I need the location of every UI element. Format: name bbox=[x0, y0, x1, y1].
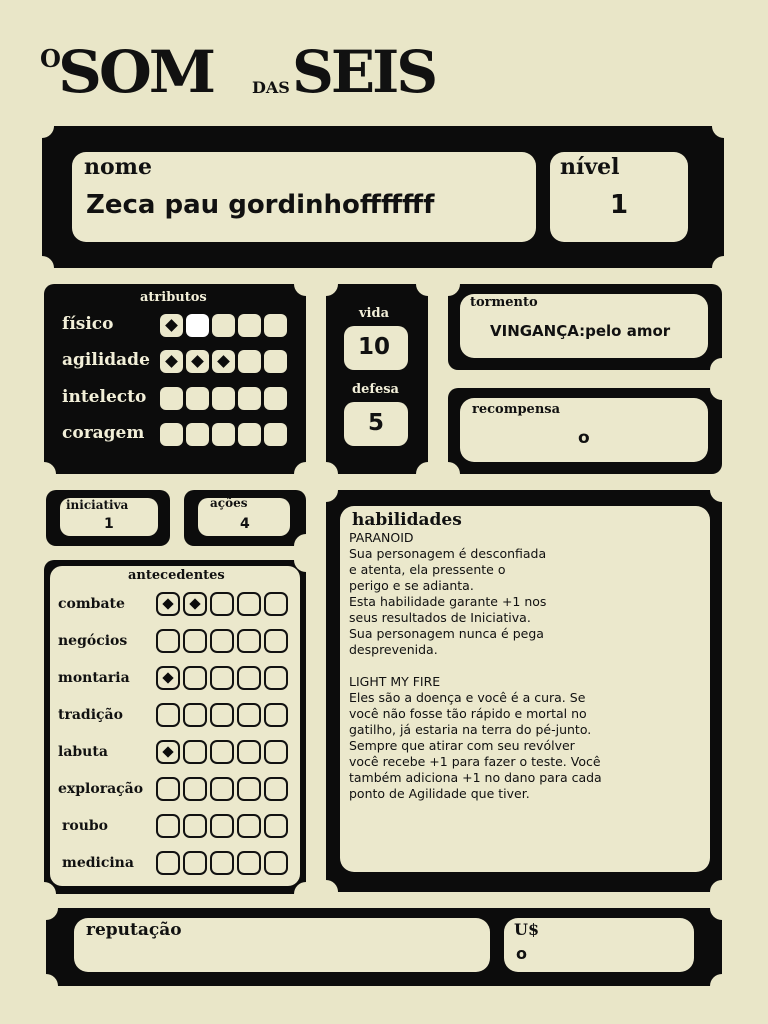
antecedentes-panel bbox=[44, 560, 306, 894]
antecedente-label: exploração bbox=[58, 781, 144, 797]
atributo-pip[interactable] bbox=[212, 314, 235, 337]
antecedente-label: roubo bbox=[62, 818, 109, 834]
footer-panel bbox=[46, 908, 722, 986]
habilidades-field[interactable] bbox=[340, 506, 710, 872]
antecedente-checkbox[interactable] bbox=[237, 777, 261, 801]
atributos-title: atributos bbox=[140, 290, 207, 305]
antecedente-checkbox[interactable] bbox=[264, 851, 288, 875]
defesa-label: defesa bbox=[352, 382, 399, 397]
antecedente-checkbox[interactable] bbox=[183, 851, 207, 875]
recompensa-field[interactable] bbox=[460, 398, 708, 462]
iniciativa-panel bbox=[46, 490, 170, 546]
acoes-field[interactable] bbox=[198, 498, 290, 536]
tormento-panel bbox=[448, 284, 722, 370]
antecedente-checkbox[interactable] bbox=[210, 740, 234, 764]
nivel-field[interactable] bbox=[550, 152, 688, 242]
atributo-pip[interactable] bbox=[186, 387, 209, 410]
vida-value: 10 bbox=[358, 334, 391, 360]
atributo-pip[interactable] bbox=[160, 350, 183, 373]
logo-seis: SEIS bbox=[292, 38, 436, 106]
antecedente-checkbox[interactable] bbox=[264, 592, 288, 616]
nome-label: nome bbox=[84, 154, 152, 180]
iniciativa-value: 1 bbox=[104, 516, 114, 532]
antecedente-checkbox[interactable] bbox=[264, 740, 288, 764]
antecedente-checkbox[interactable] bbox=[210, 703, 234, 727]
recompensa-label: recompensa bbox=[472, 402, 561, 417]
dinheiro-field[interactable] bbox=[504, 918, 694, 972]
atributo-label: coragem bbox=[62, 423, 145, 443]
antecedente-checkbox[interactable] bbox=[183, 814, 207, 838]
antecedente-label: tradição bbox=[58, 707, 123, 723]
logo-som: SOM bbox=[58, 38, 214, 106]
antecedente-checkbox[interactable] bbox=[237, 629, 261, 653]
antecedente-checkbox[interactable] bbox=[183, 777, 207, 801]
defesa-field[interactable] bbox=[344, 402, 408, 446]
atributo-label: agilidade bbox=[62, 350, 150, 370]
acoes-panel bbox=[184, 490, 306, 546]
antecedente-checkbox[interactable] bbox=[156, 777, 180, 801]
header-panel bbox=[42, 126, 724, 268]
tormento-value: VINGANÇA:pelo amor bbox=[490, 322, 671, 340]
atributo-pip[interactable] bbox=[264, 423, 287, 446]
antecedente-checkbox[interactable] bbox=[156, 703, 180, 727]
atributo-pip[interactable] bbox=[238, 350, 261, 373]
antecedente-checkbox[interactable] bbox=[264, 666, 288, 690]
atributos-panel bbox=[44, 284, 306, 474]
atributo-pip[interactable] bbox=[264, 387, 287, 410]
atributo-pip[interactable] bbox=[186, 423, 209, 446]
recompensa-value: o bbox=[578, 428, 590, 448]
atributo-pip[interactable] bbox=[264, 350, 287, 373]
tormento-field[interactable] bbox=[460, 294, 708, 358]
antecedente-checkbox[interactable] bbox=[183, 740, 207, 764]
game-logo bbox=[40, 38, 436, 110]
antecedente-checkbox[interactable] bbox=[210, 592, 234, 616]
antecedente-checkbox[interactable] bbox=[264, 777, 288, 801]
antecedente-label: labuta bbox=[58, 744, 108, 760]
antecedente-checkbox[interactable] bbox=[237, 703, 261, 727]
atributo-pip[interactable] bbox=[212, 423, 235, 446]
logo-das: DAS bbox=[252, 78, 290, 97]
antecedente-checkbox[interactable] bbox=[183, 629, 207, 653]
antecedente-checkbox[interactable] bbox=[183, 703, 207, 727]
atributo-pip[interactable] bbox=[186, 314, 209, 337]
antecedente-label: negócios bbox=[58, 633, 128, 649]
acoes-value: 4 bbox=[240, 516, 250, 532]
reputacao-label: reputação bbox=[86, 920, 182, 940]
vida-label: vida bbox=[359, 306, 390, 321]
atributo-pip[interactable] bbox=[160, 387, 183, 410]
atributo-pip[interactable] bbox=[212, 387, 235, 410]
antecedente-checkbox[interactable] bbox=[156, 592, 180, 616]
nivel-label: nível bbox=[560, 154, 620, 180]
antecedente-checkbox[interactable] bbox=[183, 592, 207, 616]
dinheiro-label: U$ bbox=[514, 920, 540, 939]
antecedente-label: combate bbox=[58, 596, 125, 612]
antecedente-checkbox[interactable] bbox=[237, 740, 261, 764]
vida-field[interactable] bbox=[344, 326, 408, 370]
antecedente-checkbox[interactable] bbox=[210, 666, 234, 690]
atributo-pip[interactable] bbox=[186, 350, 209, 373]
antecedente-checkbox[interactable] bbox=[210, 777, 234, 801]
antecedente-label: montaria bbox=[58, 670, 130, 686]
atributo-pip[interactable] bbox=[238, 423, 261, 446]
antecedente-checkbox[interactable] bbox=[183, 666, 207, 690]
defesa-value: 5 bbox=[368, 410, 385, 436]
antecedente-checkbox[interactable] bbox=[156, 666, 180, 690]
acoes-label: ações bbox=[210, 496, 248, 510]
habilidades-title: habilidades bbox=[352, 510, 462, 530]
antecedente-checkbox[interactable] bbox=[156, 740, 180, 764]
nome-value: Zeca pau gordinhofffffff bbox=[86, 190, 435, 220]
antecedente-checkbox[interactable] bbox=[264, 703, 288, 727]
atributo-pip[interactable] bbox=[238, 314, 261, 337]
tormento-label: tormento bbox=[470, 295, 538, 310]
antecedente-checkbox[interactable] bbox=[237, 666, 261, 690]
nome-field[interactable] bbox=[72, 152, 536, 242]
dinheiro-value: o bbox=[516, 944, 527, 963]
antecedente-checkbox[interactable] bbox=[156, 629, 180, 653]
atributo-pip[interactable] bbox=[160, 423, 183, 446]
antecedente-checkbox[interactable] bbox=[210, 814, 234, 838]
iniciativa-label: iniciativa bbox=[66, 498, 129, 512]
antecedente-checkbox[interactable] bbox=[237, 851, 261, 875]
atributo-pip[interactable] bbox=[238, 387, 261, 410]
antecedente-checkbox[interactable] bbox=[264, 814, 288, 838]
antecedente-checkbox[interactable] bbox=[237, 814, 261, 838]
recompensa-panel bbox=[448, 388, 722, 474]
antecedente-label: medicina bbox=[62, 855, 134, 871]
antecedentes-inner bbox=[50, 566, 300, 886]
antecedente-checkbox[interactable] bbox=[156, 851, 180, 875]
habilidades-panel bbox=[326, 490, 722, 892]
antecedentes-title: antecedentes bbox=[128, 568, 225, 583]
atributo-pip[interactable] bbox=[212, 350, 235, 373]
antecedente-checkbox[interactable] bbox=[210, 851, 234, 875]
antecedente-checkbox[interactable] bbox=[210, 629, 234, 653]
reputacao-field[interactable] bbox=[74, 918, 490, 972]
antecedente-checkbox[interactable] bbox=[264, 629, 288, 653]
habilidades-text: PARANOID Sua personagem é desconfiada e atenta, ela pressente o perigo e se adianta. Esta habilidade garante +1 nos seus resultados de Iniciativa. Sua personagem nunca é pega desprevenida. LIGHT MY FIRE Eles são a doença e você é a cura. Se você não fosse tão rápido e mortal no gatilho, já estaria na terra do pé-junto. Sempre que atirar com seu revólver você recebe +1 para fazer o teste. Você também adiciona +1 no dano para cada ponto de Agilidade que tiver. bbox=[349, 530, 602, 801]
atributo-label: físico bbox=[62, 314, 114, 334]
antecedente-checkbox[interactable] bbox=[237, 592, 261, 616]
atributo-pip[interactable] bbox=[264, 314, 287, 337]
atributo-label: intelecto bbox=[62, 387, 147, 407]
vida-defesa-panel bbox=[326, 284, 428, 474]
nivel-value: 1 bbox=[610, 190, 629, 220]
antecedente-checkbox[interactable] bbox=[156, 814, 180, 838]
iniciativa-field[interactable] bbox=[60, 498, 158, 536]
atributo-pip[interactable] bbox=[160, 314, 183, 337]
logo-o: O bbox=[40, 44, 61, 73]
